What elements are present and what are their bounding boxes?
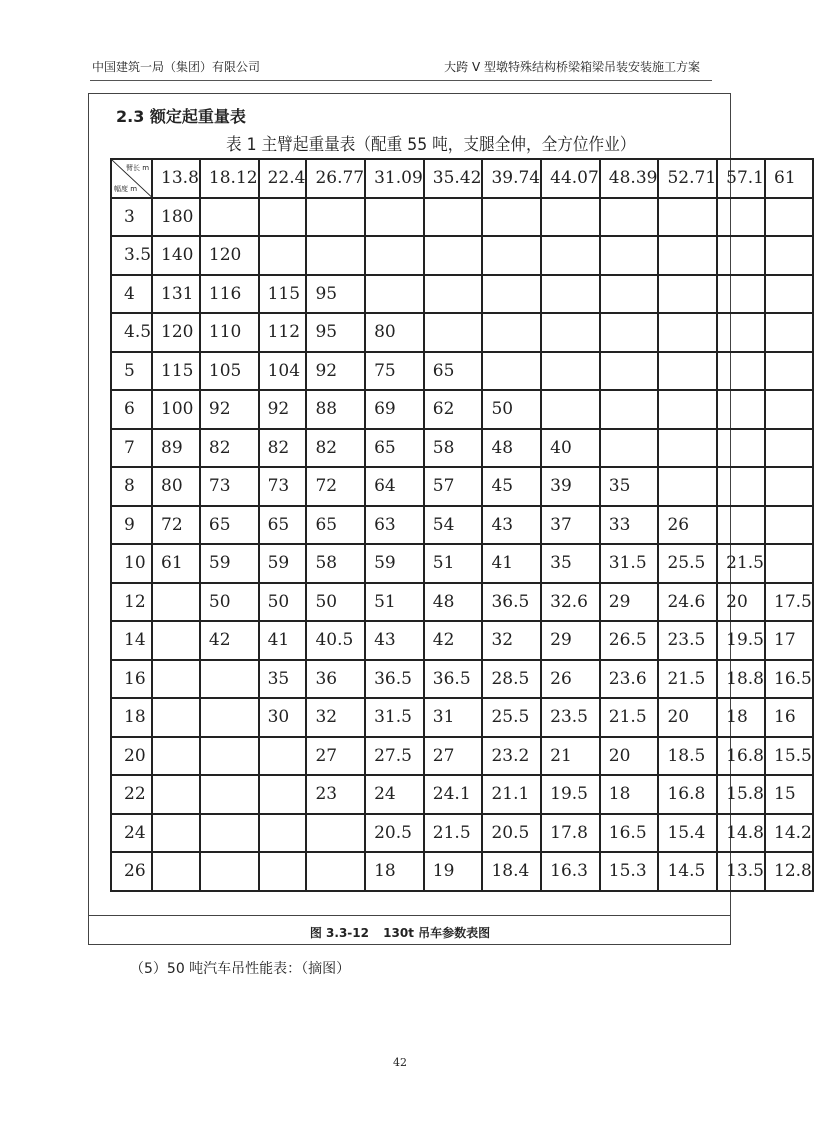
- capacity-cell: [200, 775, 259, 814]
- capacity-cell: 32: [482, 621, 541, 660]
- capacity-cell: [152, 852, 200, 891]
- capacity-cell: 31.5: [365, 698, 424, 737]
- capacity-cell: 48: [424, 583, 483, 622]
- capacity-cell: 72: [152, 506, 200, 545]
- capacity-cell: 21.1: [482, 775, 541, 814]
- capacity-cell: 17.5: [765, 583, 813, 622]
- radius-cell: 4.5: [111, 313, 152, 352]
- table-row: [111, 275, 813, 314]
- capacity-cell: 19.5: [717, 621, 765, 660]
- boom-length-header: 18.12: [200, 159, 259, 198]
- capacity-cell: 42: [200, 621, 259, 660]
- capacity-cell: 131: [152, 275, 200, 314]
- capacity-cell: 26: [658, 506, 717, 545]
- boom-length-header: 31.09: [365, 159, 424, 198]
- capacity-cell: [658, 275, 717, 314]
- capacity-cell: [600, 352, 659, 391]
- capacity-cell: 12.8: [765, 852, 813, 891]
- corner-label-radius: 幅度 m: [114, 184, 138, 193]
- table-row: [111, 737, 813, 776]
- capacity-cell: 120: [200, 236, 259, 275]
- capacity-cell: [306, 236, 365, 275]
- capacity-cell: 41: [259, 621, 307, 660]
- capacity-cell: 23.6: [600, 660, 659, 699]
- capacity-cell: [259, 852, 307, 891]
- capacity-cell: [765, 198, 813, 237]
- capacity-cell: 23.5: [541, 698, 600, 737]
- capacity-cell: 16.8: [658, 775, 717, 814]
- capacity-cell: [658, 236, 717, 275]
- capacity-cell: 29: [600, 583, 659, 622]
- capacity-cell: [259, 198, 307, 237]
- table-corner-cell: [111, 159, 152, 198]
- table-row: [111, 236, 813, 275]
- capacity-cell: [152, 660, 200, 699]
- body-paragraph: （5）50 吨汽车吊性能表：（摘图）: [130, 961, 351, 977]
- capacity-cell: 16.5: [600, 814, 659, 853]
- capacity-cell: [306, 198, 365, 237]
- capacity-cell: 120: [152, 313, 200, 352]
- capacity-cell: [200, 737, 259, 776]
- capacity-cell: [600, 429, 659, 468]
- capacity-cell: [765, 313, 813, 352]
- capacity-cell: 43: [482, 506, 541, 545]
- capacity-cell: 14.5: [658, 852, 717, 891]
- table-title: 表 1 主臂起重量表（配重 55 吨，支腿全伸，全方位作业）: [226, 135, 636, 155]
- header-rule: [90, 80, 712, 81]
- capacity-cell: 16: [765, 698, 813, 737]
- capacity-cell: [424, 313, 483, 352]
- boom-length-header: 26.77: [306, 159, 365, 198]
- capacity-cell: [200, 852, 259, 891]
- capacity-cell: 19: [424, 852, 483, 891]
- capacity-cell: 21: [541, 737, 600, 776]
- capacity-cell: 18.4: [482, 852, 541, 891]
- capacity-cell: 75: [365, 352, 424, 391]
- capacity-cell: 45: [482, 467, 541, 506]
- radius-cell: 4: [111, 275, 152, 314]
- capacity-cell: 27.5: [365, 737, 424, 776]
- table-row: [111, 467, 813, 506]
- figure-caption-divider: [88, 915, 731, 916]
- capacity-cell: 33: [600, 506, 659, 545]
- capacity-cell: [717, 506, 765, 545]
- table-row: [111, 660, 813, 699]
- capacity-cell: [482, 352, 541, 391]
- capacity-cell: 88: [306, 390, 365, 429]
- capacity-cell: 80: [365, 313, 424, 352]
- capacity-cell: [717, 467, 765, 506]
- capacity-cell: 27: [306, 737, 365, 776]
- capacity-cell: [482, 236, 541, 275]
- capacity-cell: [424, 275, 483, 314]
- capacity-cell: 59: [259, 544, 307, 583]
- capacity-cell: [717, 352, 765, 391]
- table-header-row: [111, 159, 813, 198]
- capacity-cell: 92: [306, 352, 365, 391]
- capacity-cell: 16.5: [765, 660, 813, 699]
- capacity-cell: [424, 236, 483, 275]
- capacity-cell: [765, 275, 813, 314]
- capacity-cell: 20: [717, 583, 765, 622]
- table-row: [111, 698, 813, 737]
- capacity-cell: 51: [365, 583, 424, 622]
- section-heading: 2.3 额定起重量表: [116, 107, 246, 126]
- capacity-cell: 15: [765, 775, 813, 814]
- capacity-cell: 25.5: [658, 544, 717, 583]
- capacity-cell: 61: [152, 544, 200, 583]
- table-row: [111, 352, 813, 391]
- capacity-cell: 31.5: [600, 544, 659, 583]
- boom-length-header: 13.8: [152, 159, 200, 198]
- table-body: [111, 198, 813, 891]
- capacity-cell: 89: [152, 429, 200, 468]
- capacity-cell: 105: [200, 352, 259, 391]
- capacity-cell: 69: [365, 390, 424, 429]
- capacity-cell: 20.5: [365, 814, 424, 853]
- capacity-cell: 13.5: [717, 852, 765, 891]
- capacity-cell: 59: [200, 544, 259, 583]
- capacity-cell: 82: [259, 429, 307, 468]
- radius-cell: 3: [111, 198, 152, 237]
- capacity-cell: [765, 544, 813, 583]
- capacity-cell: [152, 698, 200, 737]
- radius-cell: 9: [111, 506, 152, 545]
- capacity-cell: [200, 198, 259, 237]
- table-row: [111, 775, 813, 814]
- capacity-cell: 25.5: [482, 698, 541, 737]
- capacity-cell: 36.5: [482, 583, 541, 622]
- capacity-cell: [152, 621, 200, 660]
- capacity-cell: [765, 506, 813, 545]
- capacity-cell: 32: [306, 698, 365, 737]
- capacity-cell: 180: [152, 198, 200, 237]
- capacity-cell: [765, 236, 813, 275]
- figure-caption: [0, 924, 800, 941]
- capacity-cell: [765, 429, 813, 468]
- boom-length-header: 44.07: [541, 159, 600, 198]
- capacity-cell: 35: [541, 544, 600, 583]
- capacity-cell: 64: [365, 467, 424, 506]
- capacity-cell: 112: [259, 313, 307, 352]
- capacity-cell: 100: [152, 390, 200, 429]
- capacity-cell: 50: [482, 390, 541, 429]
- capacity-cell: 20: [600, 737, 659, 776]
- capacity-cell: 24.1: [424, 775, 483, 814]
- capacity-cell: [482, 313, 541, 352]
- capacity-cell: 20.5: [482, 814, 541, 853]
- capacity-cell: 65: [200, 506, 259, 545]
- capacity-cell: 62: [424, 390, 483, 429]
- radius-cell: 5: [111, 352, 152, 391]
- capacity-cell: 42: [424, 621, 483, 660]
- capacity-cell: 23: [306, 775, 365, 814]
- capacity-cell: [306, 814, 365, 853]
- capacity-cell: [541, 198, 600, 237]
- capacity-cell: 58: [424, 429, 483, 468]
- capacity-cell: [200, 698, 259, 737]
- capacity-cell: 58: [306, 544, 365, 583]
- capacity-cell: [541, 275, 600, 314]
- capacity-cell: 50: [306, 583, 365, 622]
- capacity-cell: [306, 852, 365, 891]
- boom-length-header: 57.1: [717, 159, 765, 198]
- capacity-cell: [152, 814, 200, 853]
- capacity-cell: [424, 198, 483, 237]
- radius-cell: 22: [111, 775, 152, 814]
- capacity-cell: [482, 198, 541, 237]
- capacity-cell: 115: [259, 275, 307, 314]
- capacity-cell: 65: [306, 506, 365, 545]
- capacity-cell: [152, 775, 200, 814]
- radius-cell: 16: [111, 660, 152, 699]
- table-row: [111, 506, 813, 545]
- capacity-cell: 32.6: [541, 583, 600, 622]
- page-number: 42: [393, 1056, 407, 1069]
- capacity-cell: [600, 313, 659, 352]
- capacity-cell: 95: [306, 313, 365, 352]
- capacity-cell: 63: [365, 506, 424, 545]
- capacity-cell: 17: [765, 621, 813, 660]
- capacity-cell: 92: [200, 390, 259, 429]
- table-row: [111, 621, 813, 660]
- capacity-cell: [717, 390, 765, 429]
- capacity-cell: 31: [424, 698, 483, 737]
- capacity-cell: 23.2: [482, 737, 541, 776]
- page-header-left: 中国建筑一局（集团）有限公司: [92, 60, 261, 74]
- table-row: [111, 583, 813, 622]
- capacity-cell: [765, 390, 813, 429]
- boom-length-header: 48.39: [600, 159, 659, 198]
- capacity-cell: [259, 814, 307, 853]
- capacity-cell: [717, 313, 765, 352]
- capacity-cell: [717, 275, 765, 314]
- capacity-cell: 16.8: [717, 737, 765, 776]
- radius-cell: 20: [111, 737, 152, 776]
- capacity-cell: 40.5: [306, 621, 365, 660]
- capacity-cell: 36.5: [365, 660, 424, 699]
- capacity-cell: 57: [424, 467, 483, 506]
- capacity-cell: 18.5: [658, 737, 717, 776]
- capacity-cell: [658, 467, 717, 506]
- capacity-cell: 104: [259, 352, 307, 391]
- capacity-cell: 82: [306, 429, 365, 468]
- capacity-cell: 15.3: [600, 852, 659, 891]
- capacity-cell: [600, 275, 659, 314]
- caption-text: 130t 吊车参数表图: [383, 926, 491, 940]
- capacity-cell: 21.5: [424, 814, 483, 853]
- radius-cell: 7: [111, 429, 152, 468]
- capacity-cell: [200, 814, 259, 853]
- radius-cell: 26: [111, 852, 152, 891]
- capacity-cell: [658, 390, 717, 429]
- capacity-cell: [600, 236, 659, 275]
- capacity-cell: [541, 236, 600, 275]
- capacity-cell: [600, 390, 659, 429]
- capacity-cell: [658, 198, 717, 237]
- capacity-cell: 39: [541, 467, 600, 506]
- capacity-cell: [600, 198, 659, 237]
- capacity-cell: [200, 660, 259, 699]
- capacity-cell: [259, 236, 307, 275]
- capacity-cell: 24.6: [658, 583, 717, 622]
- capacity-cell: 30: [259, 698, 307, 737]
- capacity-cell: [152, 583, 200, 622]
- capacity-cell: [658, 429, 717, 468]
- capacity-cell: 20: [658, 698, 717, 737]
- capacity-cell: 26: [541, 660, 600, 699]
- capacity-cell: 37: [541, 506, 600, 545]
- capacity-cell: 51: [424, 544, 483, 583]
- capacity-cell: 18: [717, 698, 765, 737]
- capacity-cell: 65: [259, 506, 307, 545]
- capacity-cell: [541, 313, 600, 352]
- capacity-cell: [717, 429, 765, 468]
- table-row: [111, 313, 813, 352]
- radius-cell: 10: [111, 544, 152, 583]
- capacity-cell: 28.5: [482, 660, 541, 699]
- capacity-cell: [365, 275, 424, 314]
- capacity-cell: 18: [365, 852, 424, 891]
- capacity-cell: [541, 352, 600, 391]
- capacity-cell: 73: [259, 467, 307, 506]
- capacity-cell: 54: [424, 506, 483, 545]
- radius-cell: 3.5: [111, 236, 152, 275]
- boom-length-header: 61: [765, 159, 813, 198]
- radius-cell: 8: [111, 467, 152, 506]
- capacity-cell: 18.8: [717, 660, 765, 699]
- capacity-cell: 140: [152, 236, 200, 275]
- capacity-cell: [152, 737, 200, 776]
- capacity-cell: 82: [200, 429, 259, 468]
- capacity-cell: 80: [152, 467, 200, 506]
- capacity-cell: 41: [482, 544, 541, 583]
- table-row: [111, 852, 813, 891]
- caption-number: 图 3.3-12: [309, 926, 369, 940]
- capacity-cell: 19.5: [541, 775, 600, 814]
- capacity-cell: 65: [424, 352, 483, 391]
- capacity-cell: 24: [365, 775, 424, 814]
- capacity-cell: 27: [424, 737, 483, 776]
- boom-length-header: 39.74: [482, 159, 541, 198]
- capacity-cell: 23.5: [658, 621, 717, 660]
- capacity-cell: 21.5: [717, 544, 765, 583]
- capacity-cell: 29: [541, 621, 600, 660]
- capacity-cell: 40: [541, 429, 600, 468]
- capacity-cell: 92: [259, 390, 307, 429]
- table-row: [111, 198, 813, 237]
- capacity-cell: 21.5: [658, 660, 717, 699]
- radius-cell: 6: [111, 390, 152, 429]
- page-header-right: 大跨 V 型墩特殊结构桥梁箱梁吊装安装施工方案: [444, 60, 700, 74]
- capacity-cell: 59: [365, 544, 424, 583]
- capacity-cell: 14.8: [717, 814, 765, 853]
- capacity-cell: 116: [200, 275, 259, 314]
- table-row: [111, 390, 813, 429]
- radius-cell: 24: [111, 814, 152, 853]
- capacity-cell: 21.5: [600, 698, 659, 737]
- capacity-cell: 36: [306, 660, 365, 699]
- capacity-cell: 26.5: [600, 621, 659, 660]
- capacity-cell: 15.4: [658, 814, 717, 853]
- capacity-cell: [541, 390, 600, 429]
- boom-length-header: 22.4: [259, 159, 307, 198]
- capacity-cell: 73: [200, 467, 259, 506]
- capacity-cell: [765, 352, 813, 391]
- capacity-cell: 35: [259, 660, 307, 699]
- radius-cell: 12: [111, 583, 152, 622]
- table-row: [111, 544, 813, 583]
- capacity-cell: 14.2: [765, 814, 813, 853]
- capacity-cell: [658, 352, 717, 391]
- capacity-cell: 15.8: [717, 775, 765, 814]
- load-chart-table: [110, 158, 814, 892]
- table-row: [111, 814, 813, 853]
- table-row: [111, 429, 813, 468]
- capacity-cell: [365, 236, 424, 275]
- capacity-cell: 115: [152, 352, 200, 391]
- radius-cell: 18: [111, 698, 152, 737]
- capacity-cell: 65: [365, 429, 424, 468]
- capacity-cell: 50: [259, 583, 307, 622]
- capacity-cell: [365, 198, 424, 237]
- capacity-cell: [717, 198, 765, 237]
- boom-length-header: 35.42: [424, 159, 483, 198]
- capacity-cell: 48: [482, 429, 541, 468]
- capacity-cell: [765, 467, 813, 506]
- capacity-cell: 17.8: [541, 814, 600, 853]
- capacity-cell: [717, 236, 765, 275]
- capacity-cell: 35: [600, 467, 659, 506]
- capacity-cell: 36.5: [424, 660, 483, 699]
- capacity-cell: 110: [200, 313, 259, 352]
- capacity-cell: 16.3: [541, 852, 600, 891]
- capacity-cell: [259, 737, 307, 776]
- capacity-cell: 95: [306, 275, 365, 314]
- capacity-cell: [482, 275, 541, 314]
- capacity-cell: 18: [600, 775, 659, 814]
- corner-label-boom: 臂长 m: [126, 164, 150, 172]
- radius-cell: 14: [111, 621, 152, 660]
- capacity-cell: 15.5: [765, 737, 813, 776]
- boom-length-header: 52.71: [658, 159, 717, 198]
- capacity-cell: [259, 775, 307, 814]
- capacity-cell: 43: [365, 621, 424, 660]
- capacity-cell: 50: [200, 583, 259, 622]
- capacity-cell: 72: [306, 467, 365, 506]
- capacity-cell: [658, 313, 717, 352]
